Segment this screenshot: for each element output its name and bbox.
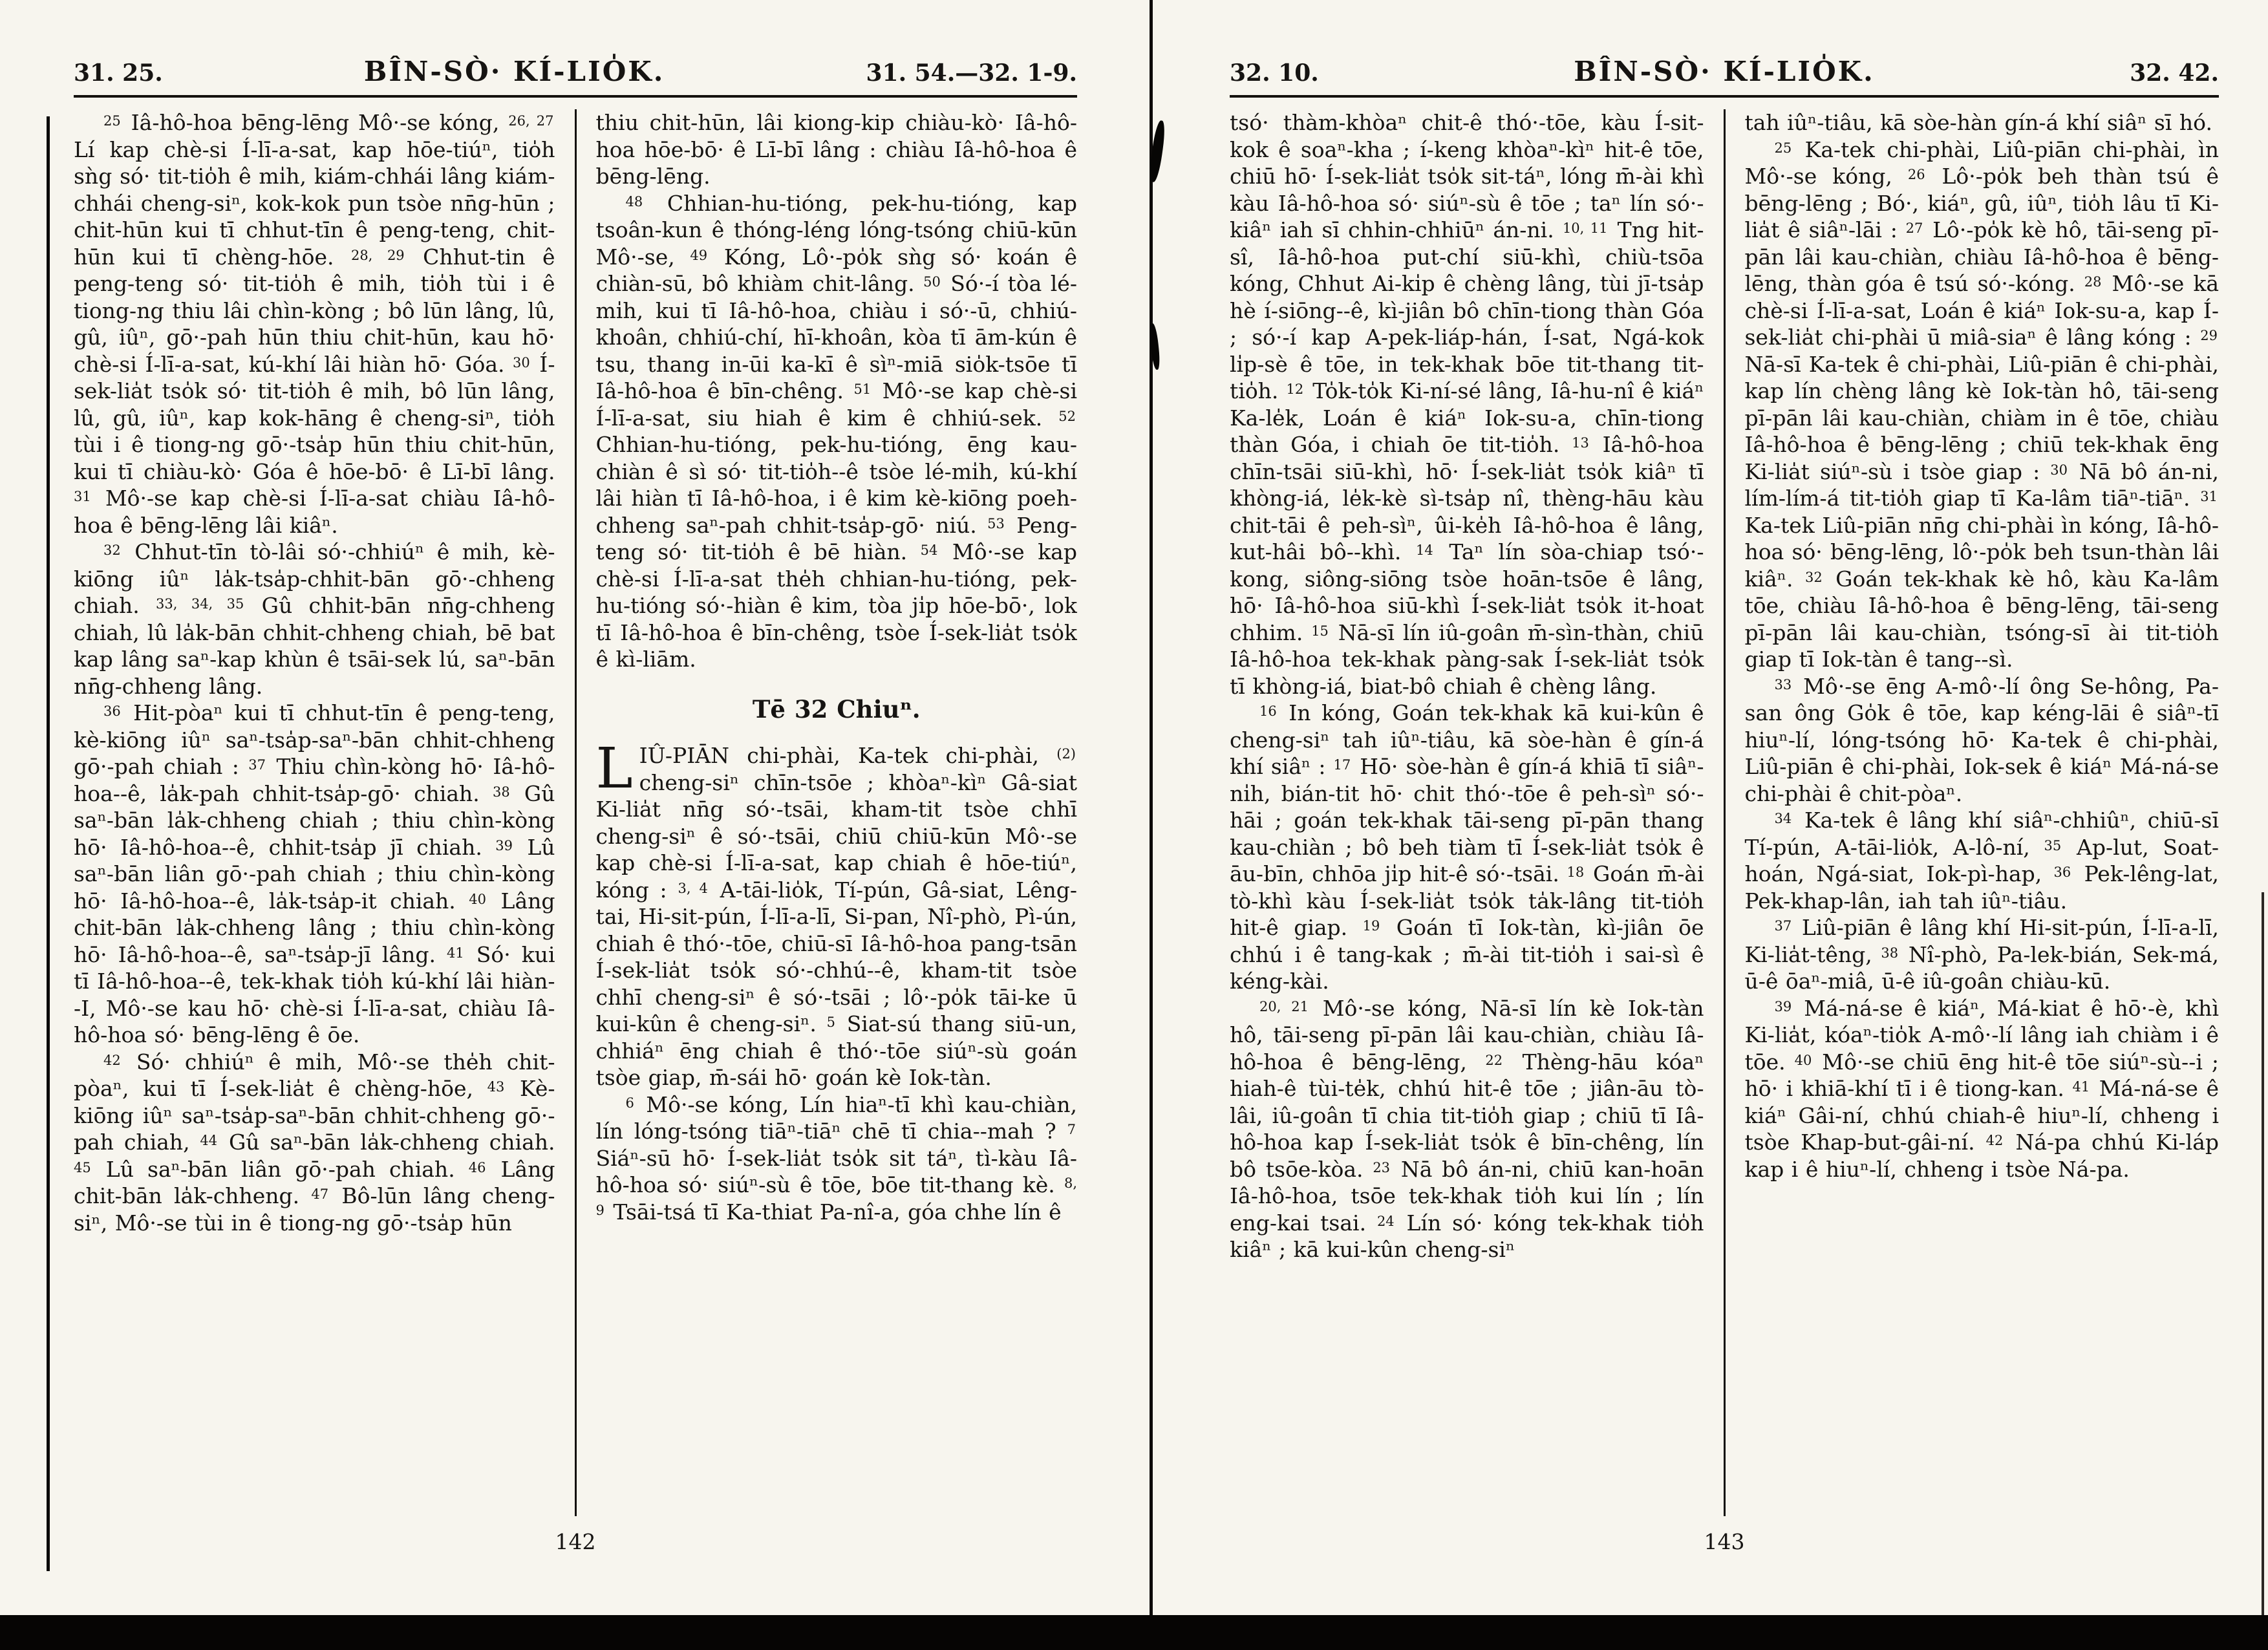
verse-number: 18 — [1567, 864, 1585, 880]
verse-number: 30 — [513, 354, 530, 370]
page-body — [74, 109, 1077, 1516]
verse-number: 28 — [2084, 274, 2102, 290]
verse-number: 54 — [920, 542, 938, 558]
page-body — [1230, 109, 2219, 1516]
gutter-shadow — [1150, 0, 1153, 1650]
verse-number: 31 — [2200, 489, 2218, 504]
verse-number: 13 — [1572, 435, 1589, 451]
verse-paragraph: $^{37}$ Liû-piān ê lâng khí Hi-sit-pún, Í-lī-a-lī, Ki-lia̍t-têng, $^{38}$ Nî-phò, Pa-lek-bián, Sek-má, ū-ê ōaⁿ-miâ, ū-ê iû-goân chiàu-kū. — [1744, 915, 2219, 994]
text-column-left — [1230, 109, 1704, 1516]
verse-number: 33 — [1774, 676, 1792, 692]
verse-number: 41 — [446, 945, 464, 961]
column-divider — [1724, 109, 1726, 1516]
verse-number: 32 — [103, 542, 121, 558]
header-rule — [74, 95, 1077, 98]
verse-number: 37 — [248, 757, 266, 773]
verse-number: 22 — [1485, 1052, 1503, 1068]
verse-number: 49 — [690, 247, 708, 263]
page-143 — [1134, 0, 2268, 1650]
verse-number: 15 — [1311, 623, 1329, 639]
verse-number: 39 — [495, 837, 513, 853]
running-head-verse-left: 32. 10. — [1230, 59, 1319, 87]
verse-number: 10, 11 — [1562, 220, 1608, 236]
verse-paragraph: tah iûⁿ-tiâu, kā sòe-hàn gín-á khí siâⁿ sī hó. — [1744, 110, 2212, 135]
page-number: 142 — [555, 1529, 596, 1554]
verse-number: 19 — [1362, 918, 1380, 934]
verse-number: 31 — [74, 489, 91, 504]
verse-number: 40 — [469, 891, 487, 907]
verse-number: 8, 9 — [595, 1175, 1077, 1218]
verse-number: 33, 34, 35 — [155, 596, 244, 612]
verse-number: 37 — [1774, 918, 1792, 934]
verse-paragraph: $^{20, 21}$ Mô·-se kóng, Nā-sī lín kè Iok-tàn hô, tāi-seng pī-pān lâi kau-chiàn, chiàu Iâ-hô-hoa ê bēng-lēng, $^{22}$ Thèng-hāu kóaⁿ hiah-ê tùi-te̍k, chhú hit-ê tōe ; jiân-āu tò-lâi, iû-goân tī chia tit-tio̍h giap ; chiū tī Iâ-hô-hoa kap Í-sek-lia̍t tso̍k ê bīn-chêng, lín bô tsōe-kòa. $^{23}$ Nā bô án-ni, chiū kan-hoān Iâ-hô-hoa, tsōe tek-khak tio̍h kui lín ; lín eng-kai tsai. $^{24}$ Lín só· kóng tek-khak tio̍h kiâⁿ ; kā kui-kûn cheng-siⁿ — [1230, 995, 1704, 1262]
verse-number: 43 — [487, 1079, 505, 1095]
verse-number: 36 — [2053, 864, 2071, 880]
chapter-opening-paragraph: LIÛ-PIĀN chi-phài, Ka-tek chi-phài, $^{(2)}$ cheng-siⁿ chīn-tsōe ; khòaⁿ-kìⁿ Gâ-siat Ki-lia̍t nn̄g só·-tsāi, kham-tit tsòe chhī cheng-siⁿ ê só·-tsāi, chiū chiū-kūn Mô·-se kap chè-si Í-lī-a-sat, kap chiah ê hōe-tiúⁿ, kóng : $^{3, 4}$ A-tāi-lio̍k, Tí-pún, Gâ-siat, Lêng-tai, Hi-sit-pún, Í-lī-a-lī, Si-pan, Nî-phò, Pì-ún, chiah ê thó·-tōe, chiū-sī Iâ-hô-hoa pang-tsān Í-sek-lia̍t tso̍k só·-chhú--ê, kham-tit tsòe chhī cheng-siⁿ ê só·-tsāi ; lô·-po̍k tāi-ke ū kui-kûn ê cheng-siⁿ. $^5$ Siat-sú thang siū-un, chhiáⁿ ēng chiah ê thó·-tōe siúⁿ-sù goán tsòe giap, m̄-sái hō· goán kè Iok-tàn. — [595, 736, 1077, 1090]
verse-paragraph: $^{25}$ Iâ-hô-hoa bēng-lēng Mô·-se kóng, $^{26, 27}$ Lí kap chè-si Í-lī-a-sat, kap hōe-tiúⁿ, tio̍h sǹg só· tit-tio̍h ê mi̍h, kiám-chhái lâng kiám-chhái cheng-siⁿ, kok-kok pun tsòe nn̄g-hūn ; chit-hūn kui tī chhut-tīn ê peng-teng, chit-hūn kui tī chèng-hōe. $^{28, 29}$ Chhut-tin ê peng-teng só· tit-tio̍h ê mi̍h, tio̍h tùi i ê tiong-ng thiu lâi chìn-kòng ; bô lūn lâng, lû, gû, iûⁿ, gō·-pah hūn thiu chit-hūn, kau hō· chè-si Í-lī-a-sat, kú-khí lâi hiàn hō· Góa. $^{30}$ Í-sek-lia̍t tso̍k só· tit-tio̍h ê mi̍h, bô lūn lâng, lû, gû, iûⁿ, kap kok-hāng ê cheng-siⁿ, tio̍h tùi i ê tiong-ng gō·-tsa̍p hūn thiu chit-hūn, kui tī chiàu-kò· Góa ê hōe-bō· ê Lī-bī lâng. $^{31}$ Mô·-se kap chè-si Í-lī-a-sat chiàu Iâ-hô-hoa ê bēng-lēng lâi kiâⁿ. — [74, 110, 555, 538]
verse-number: 52 — [1058, 408, 1076, 424]
running-head — [74, 56, 1077, 87]
verse-number: 38 — [1881, 945, 1899, 961]
verse-paragraph: $^{34}$ Ka-tek ê lâng khí siâⁿ-chhiûⁿ, chiū-sī Tí-pún, A-tāi-lio̍k, A-lô-ní, $^{35}$ Ap-lut, Soat-hoán, Ngá-siat, Iok-pì-hap, $^{36}$ Pek-lêng-lat, Pek-khap-lân, iah tah iûⁿ-tiâu. — [1744, 808, 2219, 914]
verse-number: 48 — [625, 193, 643, 209]
verse-number: 20, 21 — [1259, 998, 1309, 1014]
drop-cap-initial: L — [595, 736, 633, 801]
verse-number: 34 — [1774, 811, 1792, 826]
header-rule — [1230, 95, 2219, 98]
verse-number: 35 — [2044, 837, 2062, 853]
verse-number: 40 — [1794, 1052, 1812, 1068]
verse-number: 25 — [1774, 140, 1792, 156]
running-head-verse-left: 31. 25. — [74, 59, 163, 87]
verse-paragraph: thiu chit-hūn, lâi kiong-kip chiàu-kò· Iâ-hô-hoa hōe-bō· ê Lī-bī lâng : chiàu Iâ-hô-hoa ê bēng-lēng. — [595, 110, 1077, 189]
verse-number: 7 — [1067, 1122, 1076, 1137]
verse-number: 42 — [103, 1052, 121, 1068]
verse-number: 32 — [1804, 569, 1823, 585]
verse-number: (2) — [1056, 746, 1076, 762]
verse-number: 47 — [311, 1186, 329, 1202]
verse-paragraph: $^{48}$ Chhian-hu-tióng, pek-hu-tióng, kap tsoân-kun ê thóng-léng lóng-tsóng chiū-kūn Mô·-se, $^{49}$ Kóng, Lô·-po̍k sǹg só· koán ê chiàn-sū, bô khiàm chit-lâng. $^{50}$ Só·-í tòa lé-mi̍h, kui tī Iâ-hô-hoa, chiàu i só·-ū, chhiú-khoân, chhiú-chí, hī-khoân, kòa tī ām-kún ê tsu, thang in-ūi ka-kī ê sìⁿ-miā sio̍k-tsōe tī Iâ-hô-hoa ê bīn-chêng. $^{51}$ Mô·-se kap chè-si Í-lī-a-sat, siu hiah ê kim ê chhiú-sek. $^{52}$ Chhian-hu-tióng, pek-hu-tióng, ēng kau-chiàn ê sì só· tit-tio̍h--ê tsòe lé-mi̍h, kú-khí lâi hiàn tī Iâ-hô-hoa, i ê kim kè-kiōng poeh-chheng saⁿ-pah chhit-tsa̍p-gō· niú. $^{53}$ Peng-teng só· tit-tio̍h ê bē hiàn. $^{54}$ Mô·-se kap chè-si Í-lī-a-sat the̍h chhian-hu-tióng, pek-hu-tióng só·-hiàn ê kim, tòa ji̍p hōe-bō·, lok tī Iâ-hô-hoa ê bīn-chêng, tsòe Í-sek-lia̍t tso̍k ê kì-liām. — [595, 190, 1077, 672]
text-column-right — [1745, 109, 2220, 1516]
verse-number: 5 — [826, 1014, 835, 1030]
verse-number: 46 — [468, 1159, 486, 1175]
verse-paragraph: $^{33}$ Mô·-se ēng A-mô·-lí ông Se-hông, Pa-san ông Go̍k ê tōe, kap kéng-lāi ê siâⁿ-tī hiuⁿ-lí, lóng-tsóng hō· Ka-tek ê chi-phài, Liû-piān ê chi-phài, Iok-sek ê kiáⁿ Má-ná-se chi-phài ê chit-pòaⁿ. — [1744, 673, 2219, 806]
verse-number: 24 — [1376, 1213, 1395, 1229]
verse-number: 16 — [1259, 703, 1277, 719]
verse-number: 44 — [200, 1133, 218, 1148]
verse-number: 53 — [987, 515, 1005, 531]
left-page-edge-line — [47, 116, 50, 1571]
verse-number: 14 — [1416, 542, 1433, 558]
running-head-title: BÎN-SÒ· KÍ-LIO̍K. — [1574, 56, 1875, 87]
verse-number: 50 — [923, 274, 941, 290]
verse-number: 41 — [2072, 1079, 2090, 1095]
running-head-title: BÎN-SÒ· KÍ-LIO̍K. — [363, 56, 665, 87]
text-column-left — [74, 109, 555, 1516]
verse-number: 26, 27 — [508, 113, 554, 129]
verse-number: 28, 29 — [350, 247, 405, 263]
column-divider — [575, 109, 577, 1516]
verse-number: 30 — [2050, 462, 2068, 478]
verse-paragraph: $^{39}$ Má-ná-se ê kiáⁿ, Má-kiat ê hō·-è, khì Ki-lia̍t, kóaⁿ-tio̍k A-mô·-lí lâng iah chiàm i ê tōe. $^{40}$ Mô·-se chiū ēng hit-ê tōe siúⁿ-sù--i ; hō· i khiā-khí tī i ê tiong-kan. $^{41}$ Má-ná-se ê kiáⁿ Gâi-ní, chhú chiah-ê hiuⁿ-lí, chheng i tsòe Khap-but-gâi-ní. $^{42}$ Ná-pa chhú Ki-láp kap i ê hiuⁿ-lí, chheng i tsòe Ná-pa. — [1744, 995, 2219, 1182]
verse-number: 39 — [1774, 998, 1792, 1014]
text-column-right — [596, 109, 1078, 1516]
verse-paragraph: $^{36}$ Hit-pòaⁿ kui tī chhut-tīn ê peng-teng, kè-kiōng iûⁿ saⁿ-tsa̍p-saⁿ-bān chhit-chheng gō·-pah chiah : $^{37}$ Thiu chìn-kòng hō· Iâ-hô-hoa--ê, la̍k-pah chhit-tsa̍p-gō· chiah. $^{38}$ Gû saⁿ-bān la̍k-chheng chiah ; thiu chìn-kòng hō· Iâ-hô-hoa--ê, chhit-tsa̍p jī chiah. $^{39}$ Lû saⁿ-bān liân gō·-pah chiah ; thiu chìn-kòng hō· Iâ-hô-hoa--ê, la̍k-tsa̍p-it chiah. $^{40}$ Lâng chit-bān la̍k-chheng lâng ; thiu chìn-kòng hō· Iâ-hô-hoa--ê, saⁿ-tsa̍p-jī lâng. $^{41}$ Só· kui tī Iâ-hô-hoa--ê, tek-khak tio̍h kú-khí lâi hiàn--I, Mô·-se kau hō· chè-si Í-lī-a-sat, chiàu Iâ-hô-hoa só· bēng-lēng ê ōe. — [74, 700, 555, 1047]
verse-number: 26 — [1907, 167, 1925, 182]
verse-number: 6 — [625, 1095, 634, 1111]
verse-number: 51 — [853, 381, 872, 397]
verse-paragraph: $^{32}$ Chhut-tīn tò-lâi só·-chhiúⁿ ê mi̍h, kè-kiōng iûⁿ la̍k-tsa̍p-chhit-bān gō·-chheng chiah. $^{33, 34, 35}$ Gû chhit-bān nn̄g-chheng chiah, lû la̍k-bān chhit-chheng chiah, bē bat kap lâng saⁿ-kap khùn ê tsāi-sek lú, saⁿ-bān nn̄g-chheng lâng. — [74, 539, 555, 699]
page-number: 143 — [1704, 1529, 1745, 1554]
verse-paragraph: $^{42}$ Só· chhiúⁿ ê mi̍h, Mô·-se the̍h chit-pòaⁿ, kui tī Í-sek-lia̍t ê chèng-hōe, $^{43}$ Kè-kiōng iûⁿ saⁿ-tsa̍p-saⁿ-bān chhit-chheng gō·-pah chiah, $^{44}$ Gû saⁿ-bān la̍k-chheng chiah. $^{45}$ Lû saⁿ-bān liân gō·-pah chiah. $^{46}$ Lâng chit-bān la̍k-chheng. $^{47}$ Bô-lūn lâng cheng-siⁿ, Mô·-se tùi in ê tiong-ng gō·-tsa̍p hūn — [74, 1049, 555, 1236]
verse-number: 36 — [103, 703, 121, 719]
verse-paragraph: $^{16}$ In kóng, Goán tek-khak kā kui-kûn ê cheng-siⁿ tah iûⁿ-tiâu, kā sòe-hàn ê gín-á khí siâⁿ : $^{17}$ Hō· sòe-hàn ê gín-á khiā tī siâⁿ-ni̍h, bián-tit hō· chit thó·-tōe ê peh-sìⁿ só·-hāi ; goán tek-khak tāi-seng pī-pān thang kau-chiàn ; bô beh tiàm tī Í-sek-lia̍t tso̍k ê āu-bīn, chhōa ji̍p hit-ê só·-tsāi. $^{18}$ Goán m̄-ài tò-khì kàu Í-sek-lia̍t tso̍k ta̍k-lâng tit-tio̍h hit-ê giap. $^{19}$ Goán tī Iok-tàn, kì-jiân ōe chhú i ê tang-kak ; m̄-ài tit-tio̍h i sai-sì ê kéng-kài. — [1230, 700, 1704, 994]
verse-number: 23 — [1373, 1159, 1391, 1175]
verse-number: 27 — [1905, 220, 1923, 236]
verse-number: 12 — [1286, 381, 1304, 397]
verse-number: 17 — [1333, 757, 1351, 773]
scan-edge-bottom — [0, 1615, 2268, 1650]
verse-number: 42 — [1985, 1133, 2004, 1148]
verse-number: 45 — [74, 1159, 91, 1175]
right-page-edge-line — [2262, 892, 2264, 1616]
verse-paragraph: $^6$ Mô·-se kóng, Lín hiaⁿ-tī khì kau-chiàn, lín lóng-tsóng tiāⁿ-tiāⁿ chē tī chia--mah ? $^7$ Siáⁿ-sū hō· Í-sek-lia̍t tso̍k sit táⁿ, tì-kàu Iâ-hô-hoa só· siúⁿ-sù ê tōe, bōe tit-thang kè. $^{8, 9}$ Tsāi-tsá tī Ka-thiat Pa-nî-a, góa chhe lín ê — [595, 1091, 1077, 1225]
verse-number: 3, 4 — [678, 880, 708, 896]
running-head — [1230, 56, 2219, 87]
running-head-verse-right: 31. 54.—32. 1-9. — [866, 59, 1077, 87]
verse-paragraph: $^{25}$ Ka-tek chi-phài, Liû-piān chi-phài, ìn Mô·-se kóng, $^{26}$ Lô·-po̍k beh thàn tsú ê bēng-lēng ; Bó·, kiáⁿ, gû, iûⁿ, tio̍h lâu tī Ki-lia̍t ê siâⁿ-lāi : $^{27}$ Lô·-po̍k kè hô, tāi-seng pī-pān lâi kau-chiàn, chiàu Iâ-hô-hoa ê bēng-lēng, thàn góa ê tsú só·-kóng. $^{28}$ Mô·-se kā chè-si Í-lī-a-sat, Loán ê kiáⁿ Iok-su-a, kap Í-sek-lia̍t chi-phài ū miâ-siaⁿ ê lâng kóng : $^{29}$ Nā-sī Ka-tek ê chi-phài, Liû-piān ê chi-phài, kap lín chèng lâng kè Iok-tàn hô, tāi-seng pī-pān lâi kau-chiàn, chiàm in ê tōe, chiàu Iâ-hô-hoa ê bēng-lēng ; chiū tek-khak ēng Ki-lia̍t siúⁿ-sù i tsòe giap : $^{30}$ Nā bô án-ni, lím-lím-á tit-tio̍h giap tī Ka-lâm tiāⁿ-tiāⁿ. $^{31}$ Ka-tek Liû-piān nn̄g chi-phài ìn kóng, Iâ-hô-hoa só· bēng-lēng, lô·-po̍k beh tsun-thàn lâi kiâⁿ. $^{32}$ Goán tek-khak kè hô, kàu Ka-lâm tōe, chiàu Iâ-hô-hoa ê bēng-lēng, tāi-seng pī-pān lâi kau-chiàn, tsóng-sī ài tit-tio̍h giap tī Iok-tàn ê tang--sì. — [1744, 136, 2219, 672]
verse-number: 29 — [2200, 328, 2218, 343]
verse-number: 25 — [103, 113, 121, 129]
running-head-verse-right: 32. 42. — [2130, 59, 2219, 87]
verse-number: 38 — [492, 784, 510, 800]
verse-paragraph: tsó· thàm-khòaⁿ chit-ê thó·-tōe, kàu Í-sit-kok ê soaⁿ-kha ; í-keng khòaⁿ-kìⁿ hit-ê tōe, chiū hō· Í-sek-lia̍t tso̍k sit-táⁿ, lóng m̄-ài khì kàu Iâ-hô-hoa só· siúⁿ-sù ê tōe ; taⁿ lín só·-kiâⁿ iah sī chhin-chhiūⁿ án-ni. $^{10, 11}$ Tng hit-sî, Iâ-hô-hoa put-chí siū-khì, chiù-tsōa kóng, Chhut Ai-ki̍p ê chèng lâng, tùi jī-tsa̍p hè í-siōng--ê, kì-jiân bô chīn-tiong thàn Góa ; só·-í kap A-pek-liáp-hán, Í-sat, Ngá-kok li̍p-sè ê tōe, in tek-khak bōe tit-thang tit-tio̍h. $^{12}$ To̍k-to̍k Ki-ní-sé lâng, Iâ-hu-nî ê kiáⁿ Ka-le̍k, Loán ê kiáⁿ Iok-su-a, chīn-tiong thàn Góa, i chiah ōe tit-tio̍h. $^{13}$ Iâ-hô-hoa chīn-tsāi siū-khì, hō· Í-sek-lia̍t tso̍k kiâⁿ tī khòng-iá, le̍k-kè sì-tsa̍p nî, thèng-hāu kàu chit-tāi ê peh-sìⁿ, ûi-ke̍h Iâ-hô-hoa ê lâng, kut-hâi bô--khì. $^{14}$ Taⁿ lín sòa-chiap tsó·-kong, siông-siōng tsòe hoān-tsōe ê lâng, hō· Iâ-hô-hoa siū-khì Í-sek-lia̍t tso̍k it-hoat chhim. $^{15}$ Nā-sī lín iû-goân m̄-sìn-thàn, chiū Iâ-hô-hoa tek-khak pàng-sak Í-sek-lia̍t tso̍k tī khòng-iá, biat-bô chiah ê chèng lâng. — [1230, 110, 1704, 699]
chapter-heading: Tē 32 Chiuⁿ. — [752, 694, 921, 723]
